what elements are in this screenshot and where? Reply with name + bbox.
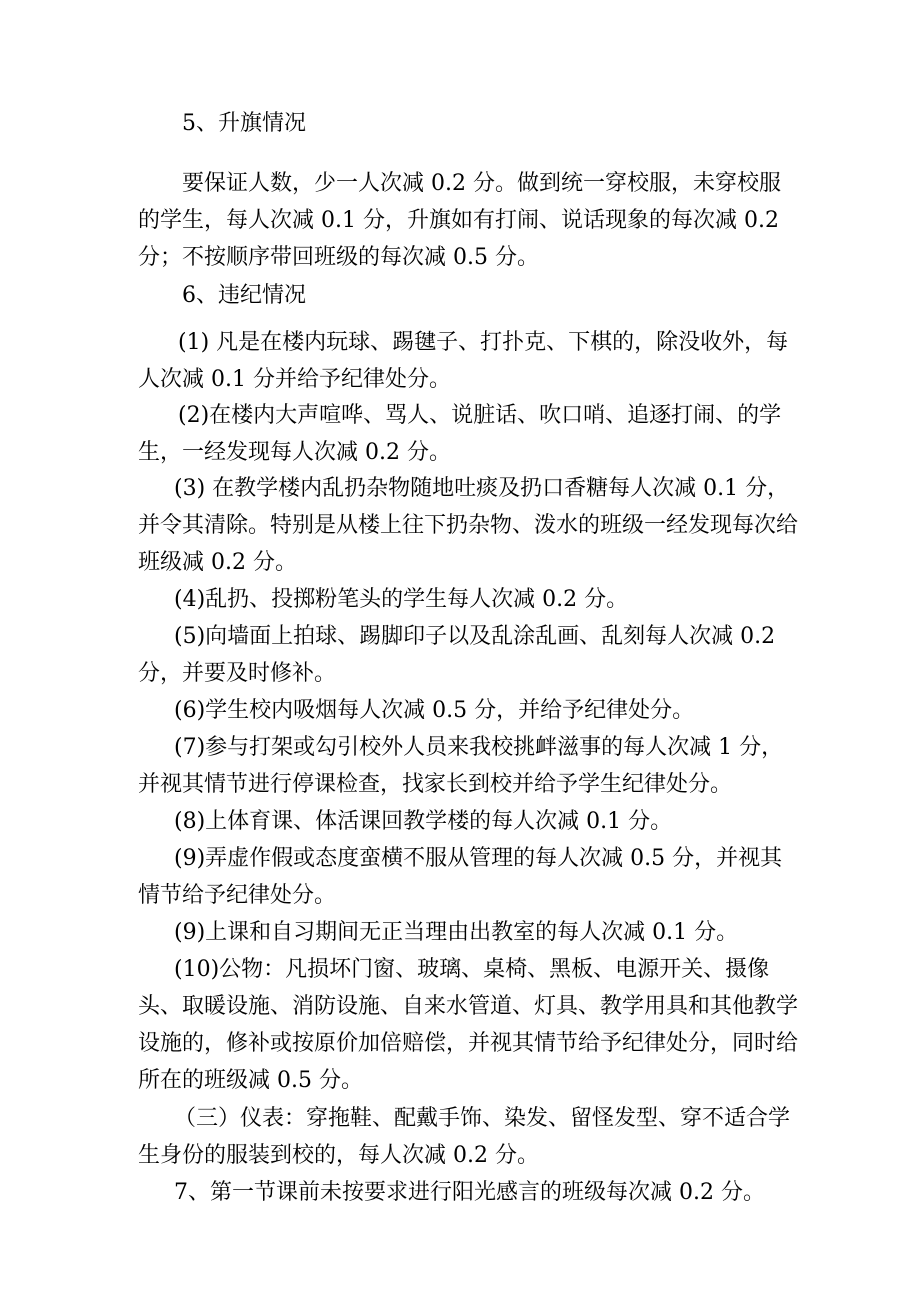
section-heading-flag-raising: 5、升旗情况	[182, 111, 306, 136]
discipline-item-5: (5)向墙面上拍球、踢脚印子以及乱涂乱画、乱刻每人次减 0.2 分，并要及时修补。	[138, 624, 776, 686]
section-heading-discipline: 6、违纪情况	[182, 283, 306, 308]
discipline-item-3: (3) 在教学楼内乱扔杂物随地吐痰及扔口香糖每人次减 0.1 分，并令其清除。特别是从楼上往下扔杂物、泼水的班级一经发现每次给班级减 0.2 分。	[138, 476, 799, 575]
section-appearance: （三）仪表：穿拖鞋、配戴手饰、染发、留怪发型、穿不适合学生身份的服装到校的，每人次减 0.2 分。	[138, 1106, 791, 1168]
discipline-item-7: (7)参与打架或勾引校外人员来我校挑衅滋事的每人次减 1 分，并视其情节进行停课检查，找家长到校并给予学生纪律处分。	[138, 735, 784, 797]
section-heading-morning-speech: 7、第一节课前未按要求进行阳光感言的班级每次减 0.2 分。	[174, 1180, 765, 1205]
discipline-item-10: (10)公物：凡损坏门窗、玻璃、桌椅、黑板、电源开关、摄像头、取暖设施、消防设施、自来水管道、灯具、教学用具和其他教学设施的，修补或按原价加倍赔偿，并视其情节给予纪律处分，同时给所在的班级减 0.5 分。	[138, 957, 799, 1093]
paragraph-flag-raising-rules: 要保证人数，少一人次减 0.2 分。做到统一穿校服，未穿校服的学生，每人次减 0.1 分，升旗如有打闹、说话现象的每次减 0.2 分；不按顺序带回班级的每次减 0.5 分。	[138, 171, 781, 270]
discipline-item-9a: (9)弄虚作假或态度蛮横不服从管理的每人次减 0.5 分，并视其情节给予纪律处分。	[138, 846, 783, 908]
discipline-item-9b: (9)上课和自习期间无正当理由出教室的每人次减 0.1 分。	[174, 920, 739, 945]
discipline-item-2: (2)在楼内大声喧哗、骂人、说脏话、吹口哨、追逐打闹、的学生，一经发现每人次减 0.2 分。	[138, 403, 782, 465]
discipline-item-4: (4)乱扔、投掷粉笔头的学生每人次减 0.2 分。	[174, 587, 629, 612]
discipline-item-1: (1) 凡是在楼内玩球、踢毽子、打扑克、下棋的，除没收外，每人次减 0.1 分并给予纪律处分。	[138, 330, 789, 392]
discipline-item-8: (8)上体育课、体活课回教学楼的每人次减 0.1 分。	[174, 809, 673, 834]
discipline-item-6: (6)学生校内吸烟每人次减 0.5 分，并给予纪律处分。	[174, 698, 695, 723]
